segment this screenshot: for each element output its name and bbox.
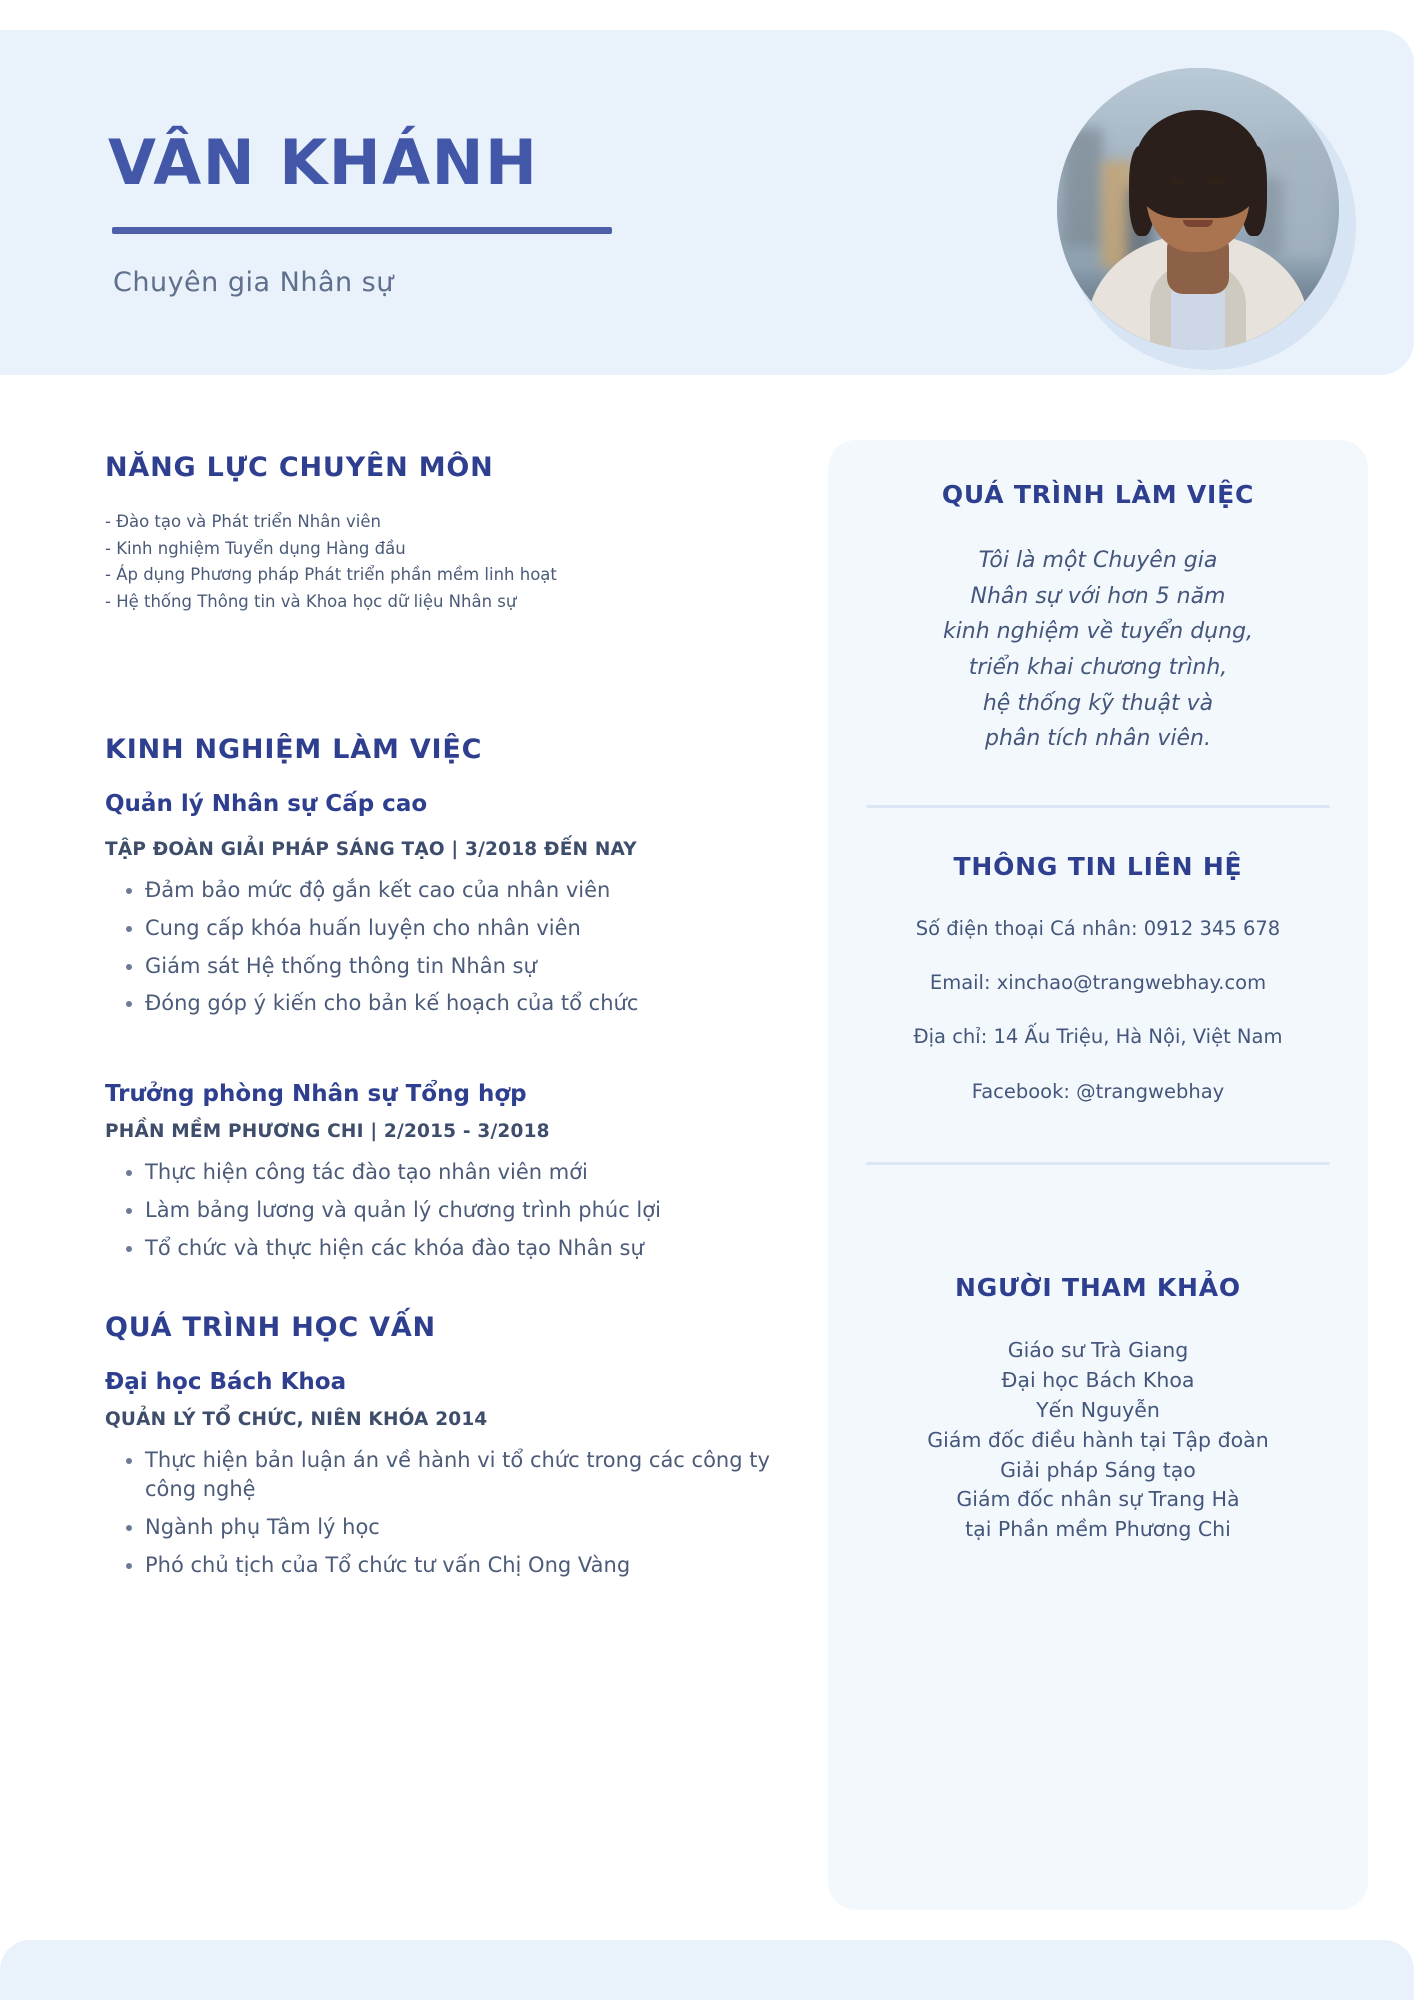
summary-text bbox=[898, 543, 1298, 757]
skill-item: - Hệ thống Thông tin và Khoa học dữ liệu Nhân sự bbox=[105, 592, 517, 612]
job-meta: PHẦN MỀM PHƯƠNG CHI | 2/2015 - 3/2018 bbox=[105, 1121, 550, 1143]
skill-item: - Áp dụng Phương pháp Phát triển phần mềm linh hoạt bbox=[105, 565, 557, 585]
list-item: • Giám sát Hệ thống thông tin Nhân sự bbox=[145, 952, 805, 982]
spacer bbox=[105, 616, 805, 734]
summary-line: Nhân sự với hơn 5 năm bbox=[970, 583, 1226, 609]
education-entry bbox=[105, 1369, 805, 1581]
divider bbox=[866, 805, 1330, 808]
list-item: • Ngành phụ Tâm lý học bbox=[145, 1513, 805, 1543]
section-title-contact: THÔNG TIN LIÊN HỆ bbox=[953, 851, 1243, 881]
section-title-summary: QUÁ TRÌNH LÀM VIỆC bbox=[941, 480, 1255, 509]
photo-bokeh-shape bbox=[1063, 128, 1103, 248]
summary-line: Tôi là một Chuyên gia bbox=[978, 548, 1218, 573]
job-bullet-list bbox=[111, 876, 805, 1019]
summary-line: phân tích nhân viên. bbox=[984, 726, 1211, 752]
contact-email[interactable]: Email: xinchao@trangwebhay.com bbox=[929, 971, 1267, 995]
reference-line: Giám đốc điều hành tại Tập đoàn bbox=[927, 1427, 1269, 1452]
page-title: VÂN KHÁNH bbox=[108, 126, 539, 199]
job-bullet-list bbox=[111, 1158, 805, 1263]
sidebar-panel bbox=[828, 440, 1368, 1910]
section-title-experience: KINH NGHIỆM LÀM VIỆC bbox=[105, 733, 483, 765]
job-title: Chuyên gia Nhân sự bbox=[113, 266, 394, 298]
experience-entry bbox=[105, 791, 805, 1019]
job-meta: TẬP ĐOÀN GIẢI PHÁP SÁNG TẠO | 3/2018 ĐẾN NAY bbox=[105, 838, 637, 860]
reference-line: Giải pháp Sáng tạo bbox=[1000, 1457, 1196, 1482]
summary-line: kinh nghiệm về tuyển dụng, bbox=[942, 619, 1254, 645]
list-item: • Đảm bảo mức độ gắn kết cao của nhân viên bbox=[145, 876, 805, 906]
divider bbox=[866, 1162, 1330, 1165]
list-item: • Làm bảng lương và quản lý chương trình phúc lợi bbox=[145, 1196, 805, 1226]
skill-item: - Kinh nghiệm Tuyển dụng Hàng đầu bbox=[105, 538, 406, 558]
experience-entry bbox=[105, 1081, 805, 1263]
reference-line: tại Phần mềm Phương Chi bbox=[965, 1517, 1231, 1542]
list-item: • Phó chủ tịch của Tổ chức tư vấn Chị Ong Vàng bbox=[145, 1551, 805, 1581]
list-item: • Thực hiện bản luận án về hành vi tổ chức trong các công ty công nghệ bbox=[145, 1446, 805, 1506]
spacer bbox=[105, 1272, 805, 1312]
header-text-group bbox=[108, 126, 988, 298]
photo-mouth bbox=[1183, 220, 1213, 227]
job-role: Trưởng phòng Nhân sự Tổng hợp bbox=[105, 1081, 527, 1108]
job-role: Quản lý Nhân sự Cấp cao bbox=[105, 790, 428, 817]
references-list bbox=[856, 1336, 1340, 1545]
reference-line: Giáo sư Trà Giang bbox=[1007, 1337, 1189, 1362]
spacer bbox=[856, 1209, 1340, 1273]
section-title-skills: NĂNG LỰC CHUYÊN MÔN bbox=[105, 452, 494, 483]
footer-band bbox=[0, 1940, 1414, 2000]
contact-phone: Số điện thoại Cá nhân: 0912 345 678 bbox=[915, 916, 1281, 940]
list-item: • Đóng góp ý kiến cho bản kế hoạch của tổ chức bbox=[145, 989, 805, 1019]
school-name: Đại học Bách Khoa bbox=[105, 1368, 347, 1395]
summary-line: hệ thống kỹ thuật và bbox=[982, 690, 1214, 716]
reference-line: Đại học Bách Khoa bbox=[1001, 1367, 1195, 1392]
list-item: • Thực hiện công tác đào tạo nhân viên mới bbox=[145, 1158, 805, 1188]
spacer bbox=[105, 1027, 805, 1081]
photo-eye-right bbox=[1209, 178, 1223, 184]
section-title-references: NGƯỜI THAM KHẢO bbox=[955, 1272, 1241, 1302]
avatar bbox=[1057, 68, 1339, 350]
contact-address: Địa chỉ: 14 Ấu Triệu, Hà Nội, Việt Nam bbox=[913, 1025, 1283, 1049]
section-title-education: QUÁ TRÌNH HỌC VẤN bbox=[105, 1311, 436, 1343]
education-bullet-list bbox=[111, 1446, 805, 1581]
reference-line: Yến Nguyễn bbox=[1036, 1397, 1160, 1422]
photo-hair bbox=[1135, 110, 1261, 218]
list-item: • Tổ chức và thực hiện các khóa đào tạo Nhân sự bbox=[145, 1234, 805, 1264]
skill-item: - Đào tạo và Phát triển Nhân viên bbox=[105, 512, 381, 531]
title-underline bbox=[112, 227, 612, 234]
photo-eye-left bbox=[1170, 178, 1184, 184]
reference-line: Giám đốc nhân sự Trang Hà bbox=[956, 1487, 1240, 1512]
summary-line: triển khai chương trình, bbox=[968, 654, 1228, 680]
main-column bbox=[105, 452, 805, 1589]
list-item: • Cung cấp khóa huấn luyện cho nhân viên bbox=[145, 914, 805, 944]
contact-facebook[interactable]: Facebook: @trangwebhay bbox=[971, 1079, 1225, 1103]
education-meta: QUẢN LÝ TỔ CHỨC, NIÊN KHÓA 2014 bbox=[105, 1408, 488, 1430]
